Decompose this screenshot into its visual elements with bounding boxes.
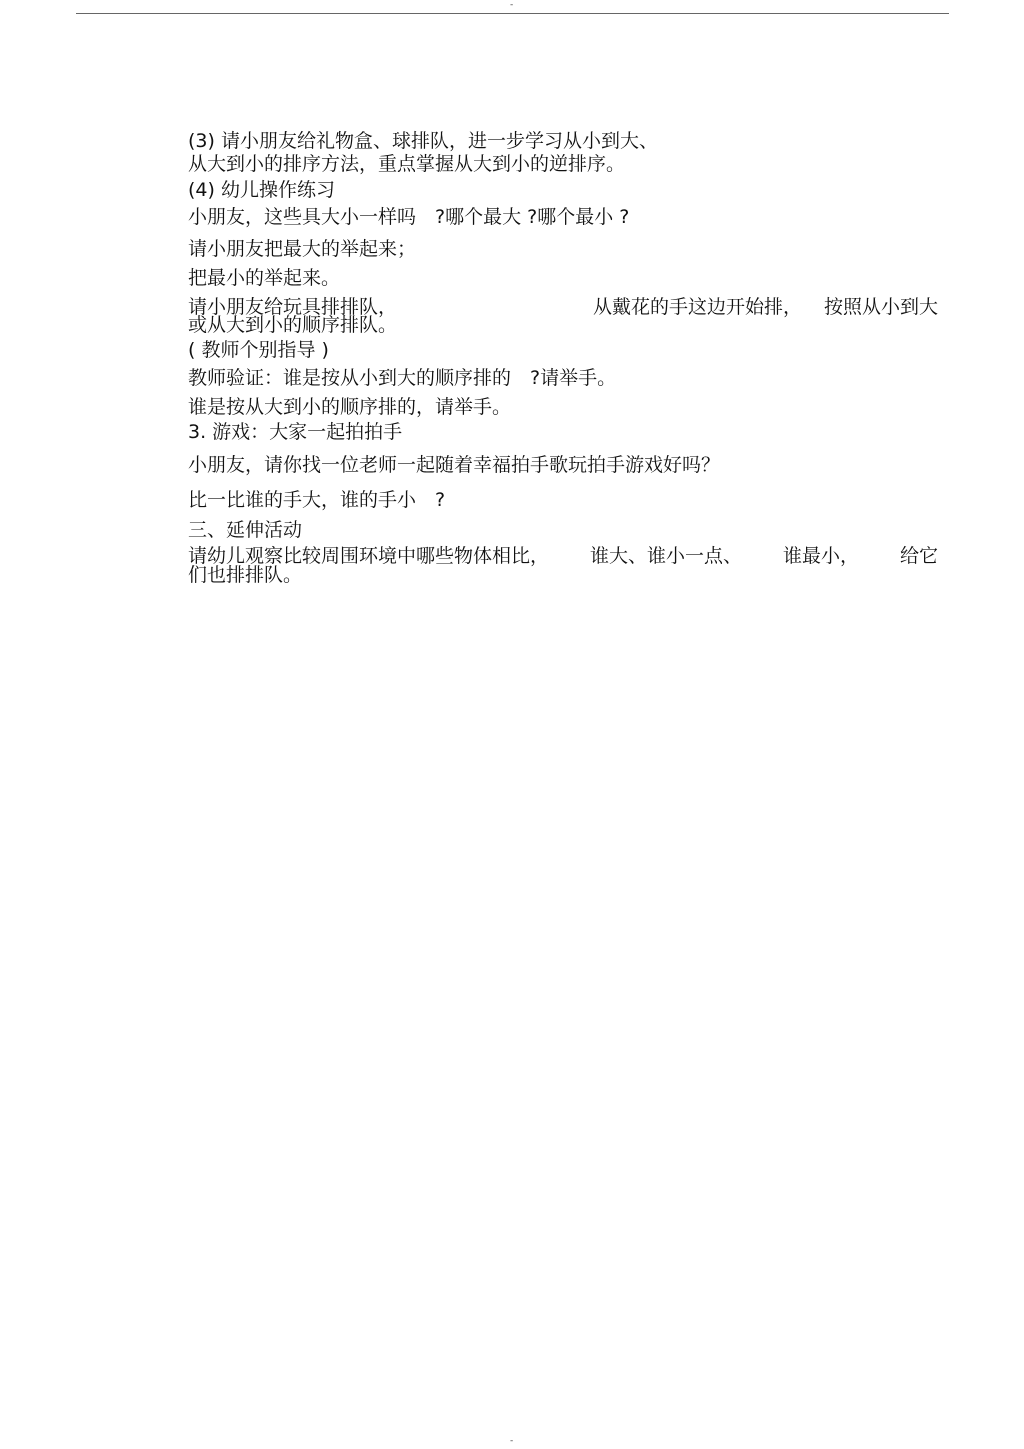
text-segment: 谁大、谁小一点、 — [589, 545, 742, 567]
paragraph-line: 们也排排队。 — [188, 564, 303, 586]
text-segment: 请幼儿观察比较周围环境中哪些物体相比， — [188, 545, 550, 567]
text-segment: 谁最小， — [782, 545, 859, 567]
footer-mark: - — [510, 1436, 514, 1446]
text-segment: 给它 — [899, 545, 938, 567]
paragraph-line: 请小朋友把最大的举起来； — [188, 238, 417, 260]
heading-extension-activity: 三、延伸活动 — [188, 519, 303, 541]
paragraph-line: ( 教师个别指导 ) — [188, 339, 329, 361]
paragraph-line: 比一比谁的手大，谁的手小 ? — [188, 489, 446, 511]
paragraph-line: 小朋友，请你找一位老师一起随着幸福拍手歌玩拍手游戏好吗？ — [188, 454, 721, 476]
text-segment: 从戴花的手这边开始排， — [592, 296, 802, 318]
paragraph-line: (3) 请小朋友给礼物盒、球排队，进一步学习从小到大、 — [188, 130, 658, 152]
paragraph-line: 教师验证：谁是按从小到大的顺序排的 ?请举手。 — [188, 367, 617, 389]
paragraph-line: 把最小的举起来。 — [188, 267, 341, 289]
header-divider — [76, 13, 949, 14]
text-segment: 请小朋友给玩具排排队， — [188, 296, 398, 318]
paragraph-line: 小朋友，这些具大小一样吗 ?哪个最大 ?哪个最小 ? — [188, 206, 630, 228]
heading-operation-practice: (4) 幼儿操作练习 — [188, 179, 335, 201]
paragraph-line: 谁是按从大到小的顺序排的，请举手。 — [188, 396, 512, 418]
header-mark: - — [510, 0, 514, 10]
text-segment: 按照从小到大 — [823, 296, 938, 318]
paragraph-line: 从大到小的排序方法，重点掌握从大到小的逆排序。 — [188, 153, 626, 175]
paragraph-line: 或从大到小的顺序排队。 — [188, 314, 398, 336]
heading-game: 3. 游戏：大家一起拍拍手 — [188, 421, 403, 443]
